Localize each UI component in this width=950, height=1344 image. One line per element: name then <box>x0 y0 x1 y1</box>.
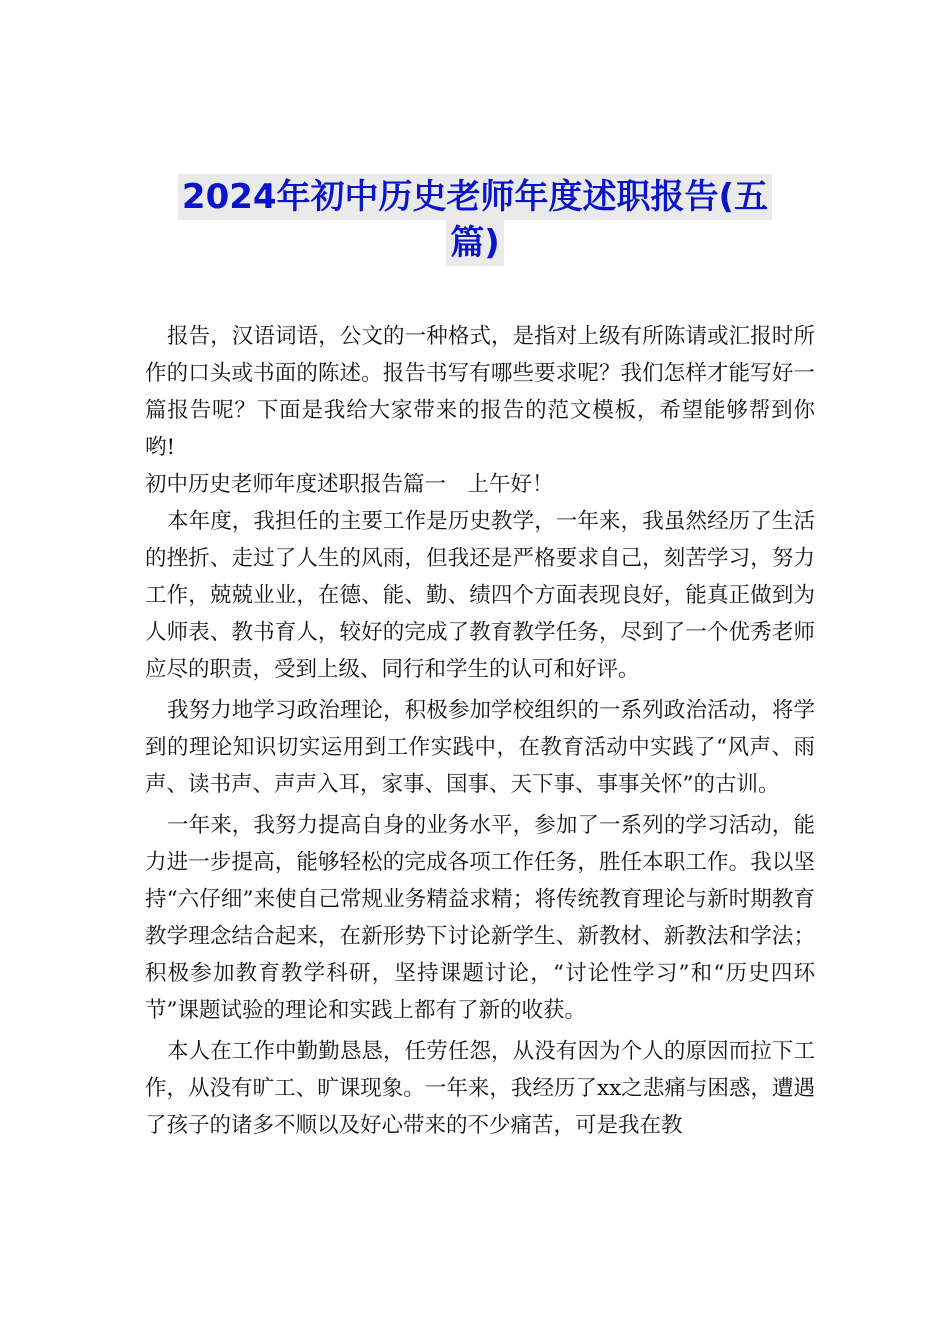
body-paragraph: 本人在工作中勤勤恳恳，任劳任怨，从没有因为个人的原因而拉下工作，从没有旷工、旷课现象。一年来，我经历了xx之悲痛与困惑，遭遇了孩子的诸多不顺以及好心带来的不少痛苦，可是我在教 <box>145 1039 815 1138</box>
document-body <box>145 318 815 1144</box>
body-paragraph: 一年来，我努力提高自身的业务水平，参加了一系列的学习活动，能力进一步提高，能够轻松的完成各项工作任务，胜任本职工作。我以坚持“六仔细”来使自己常规业务精益求精；将传统教育理论与新时期教育教学理念结合起来，在新形势下讨论新学生、新教材、新教法和学法；积极参加教育教学科研，坚持课题讨论，“讨论性学习”和“历史四环节”课题试验的理论和实践上都有了新的收获。 <box>145 813 815 1023</box>
document-title <box>100 174 850 266</box>
title-line-2: 篇) <box>446 220 504 266</box>
body-paragraph: 本年度，我担任的主要工作是历史教学，一年来，我虽然经历了生活的挫折、走过了人生的风雨，但我还是严格要求自己，刻苦学习，努力工作，兢兢业业，在德、能、勤、绩四个方面表现良好，能真正做到为人师表、教书育人，较好的完成了教育教学任务，尽到了一个优秀老师应尽的职责，受到上级、同行和学生的认可和好评。 <box>145 509 815 682</box>
section-heading: 初中历史老师年度述职报告篇一 上午好！ <box>145 472 554 497</box>
body-paragraph: 我努力地学习政治理论，积极参加学校组织的一系列政治活动，将学到的理论知识切实运用到工作实践中，在教育活动中实践了“风声、雨声、读书声、声声入耳，家事、国事、天下事、事事关怀”的古训。 <box>145 698 815 797</box>
title-line-1: 2024年初中历史老师年度述职报告(五 <box>178 174 772 220</box>
intro-paragraph: 报告，汉语词语，公文的一种格式，是指对上级有所陈请或汇报时所作的口头或书面的陈述。报告书写有哪些要求呢？我们怎样才能写好一篇报告呢？下面是我给大家带来的报告的范文模板，希望能够帮到你哟! <box>145 324 815 460</box>
